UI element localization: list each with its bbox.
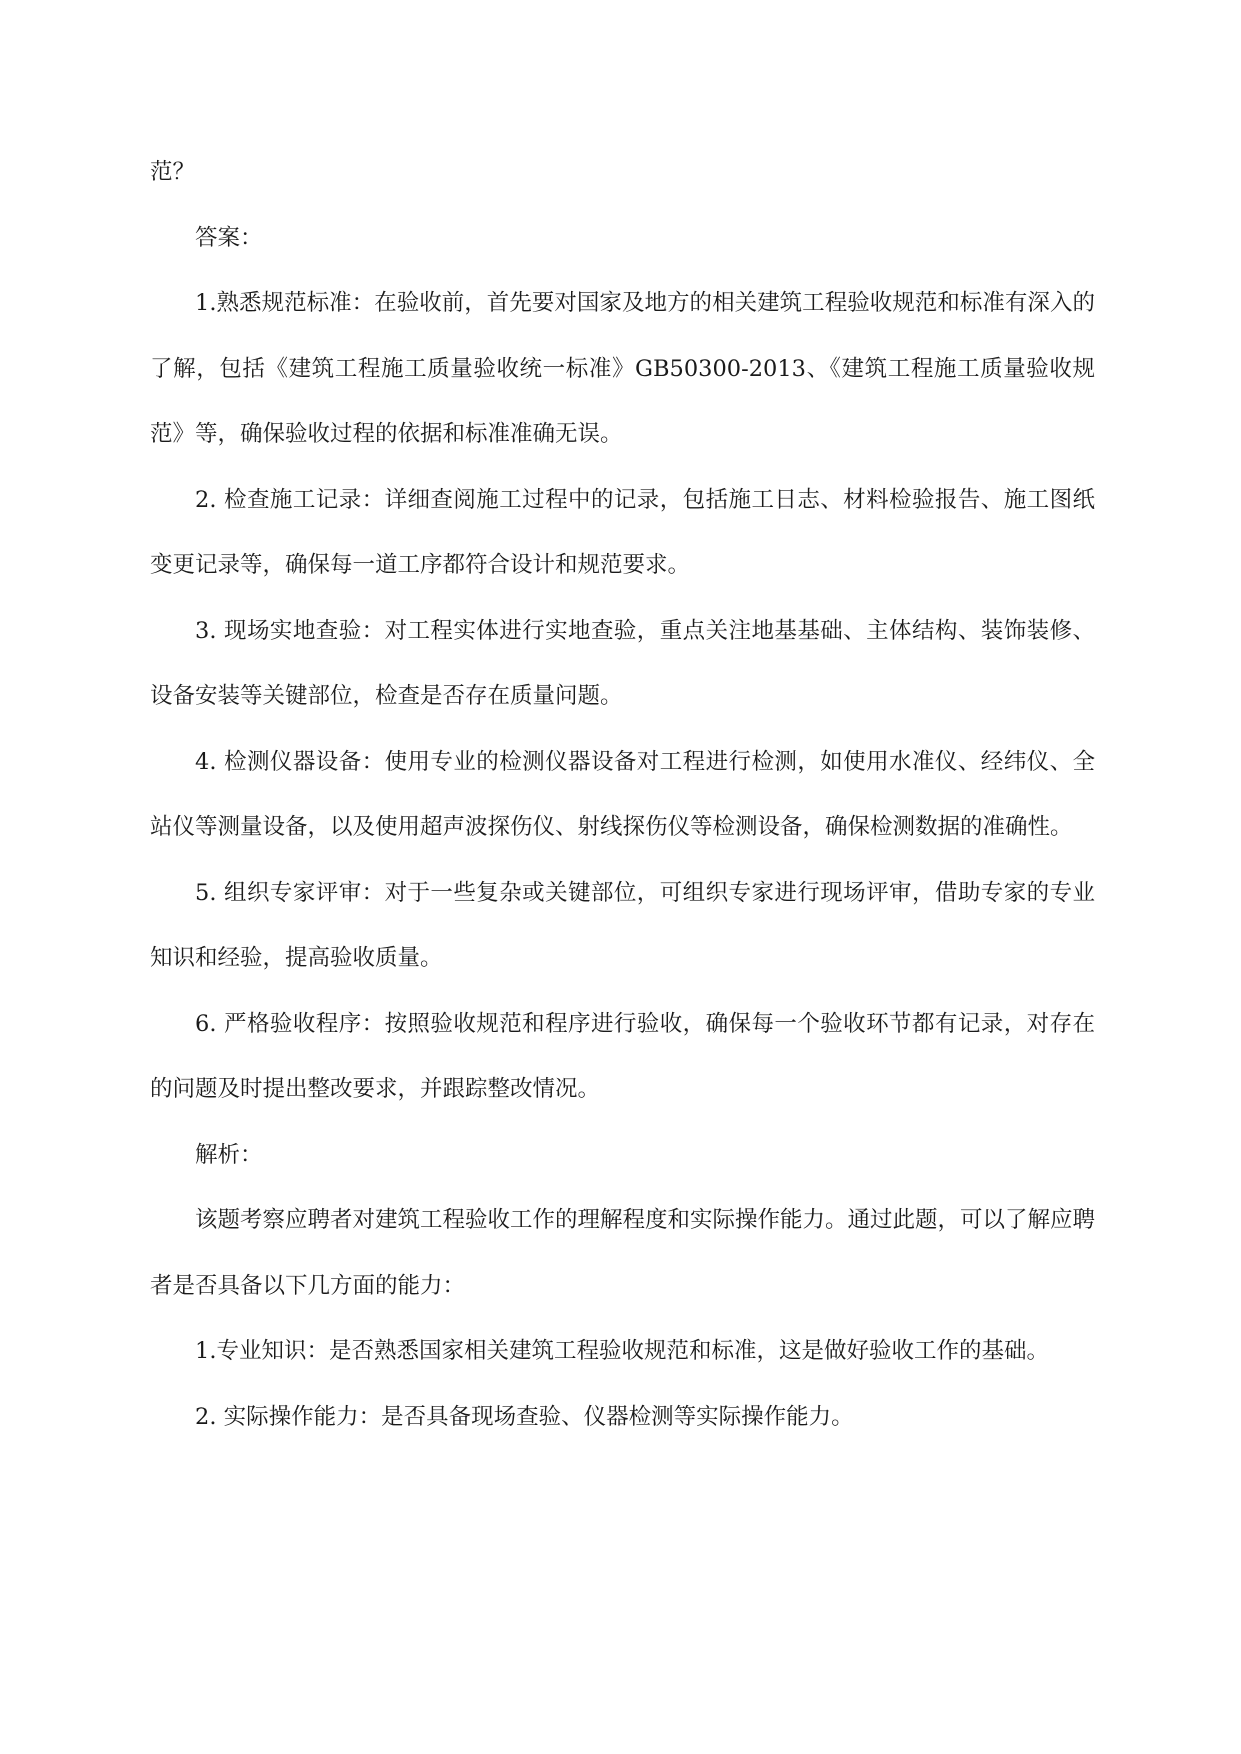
answer-item-2: 2. 检查施工记录：详细查阅施工过程中的记录，包括施工日志、材料检验报告、施工图纸变更记录等，确保每一道工序都符合设计和规范要求。 [150,486,1095,578]
analysis-item-2: 2. 实际操作能力：是否具备现场查验、仪器检测等实际操作能力。 [195,1403,854,1430]
answer-item-6: 6. 严格验收程序：按照验收规范和程序进行验收，确保每一个验收环节都有记录，对存在的问题及时提出整改要求，并跟踪整改情况。 [150,1010,1095,1102]
analysis-heading: 解析： [195,1141,263,1168]
document-body [150,140,1095,1450]
answer-item-5: 5. 组织专家评审：对于一些复杂或关键部位，可组织专家进行现场评审，借助专家的专业知识和经验，提高验收质量。 [150,879,1095,971]
answer-item-3: 3. 现场实地查验：对工程实体进行实地查验，重点关注地基基础、主体结构、装饰装修、设备安装等关键部位，检查是否存在质量问题。 [150,617,1095,709]
question-continuation: 范？ [150,159,196,185]
analysis-intro: 该题考察应聘者对建筑工程验收工作的理解程度和实际操作能力。通过此题，可以了解应聘者是否具备以下几方面的能力： [150,1207,1096,1299]
answer-heading: 答案： [195,224,263,251]
analysis-item-1: 1.专业知识：是否熟悉国家相关建筑工程验收规范和标准，这是做好验收工作的基础。 [195,1338,1049,1364]
answer-item-4: 4. 检测仪器设备：使用专业的检测仪器设备对工程进行检测，如使用水准仪、经纬仪、全站仪等测量设备，以及使用超声波探伤仪、射线探伤仪等检测设备，确保检测数据的准确性。 [150,748,1095,840]
answer-item-1: 1.熟悉规范标准：在验收前，首先要对国家及地方的相关建筑工程验收规范和标准有深入的了解，包括《建筑工程施工质量验收统一标准》GB50300-2013、《建筑工程施工质量验收规范》等，确保验收过程的依据和标准准确无误。 [150,290,1095,447]
